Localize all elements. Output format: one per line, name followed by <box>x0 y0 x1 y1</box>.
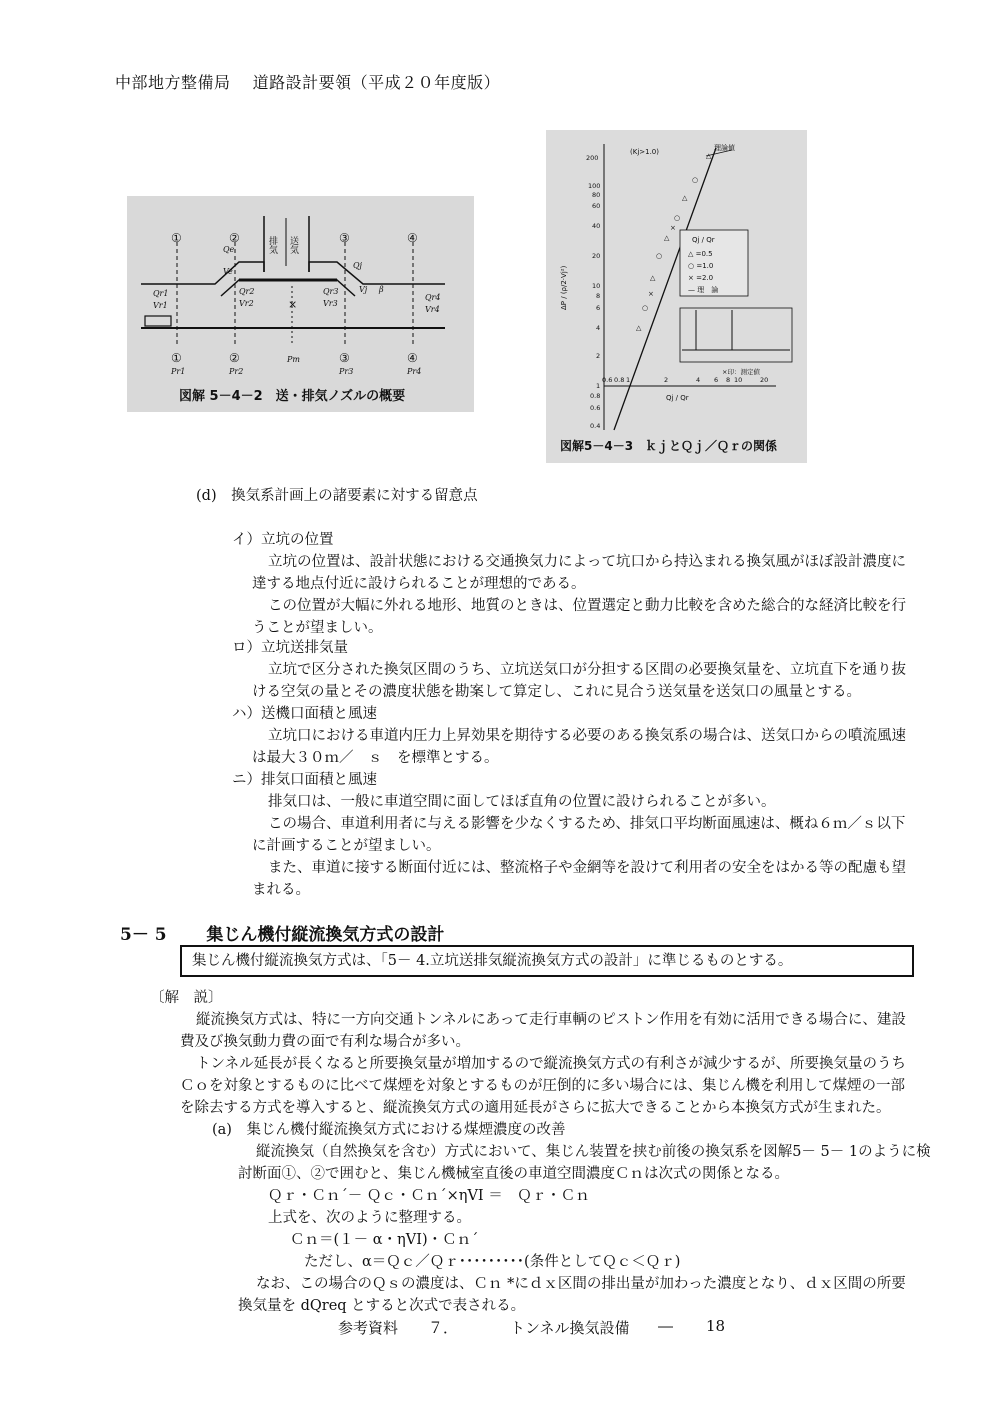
svg-text:4: 4 <box>696 376 701 384</box>
svg-text:△: △ <box>664 234 670 242</box>
svg-text:— 理 論: — 理 論 <box>688 286 719 294</box>
subsection-a-line: 縦流換気（自然換気を含む）方式において、集じん装置を挟む前後の換気系を図解5－ 5－ 1のように検 <box>256 1144 931 1160</box>
item-ro-line: ける空気の量とその濃度状態を勘案して算定し、これに見合う送気量を送気口の風量とする。 <box>252 684 861 700</box>
svg-text:△ =0.5: △ =0.5 <box>688 250 713 258</box>
section-5-5-heading <box>120 920 444 945</box>
closing-line: なお、この場合のＱｓの濃度は、Ｃｎ *にｄｘ区間の排出量が加わった濃度となり、ｄｘ区間の所要 <box>256 1276 906 1292</box>
svg-text:Qr4: Qr4 <box>425 293 441 302</box>
svg-text:×: × <box>648 290 654 298</box>
svg-text:β: β <box>379 285 384 294</box>
svg-text:Qj: Qj <box>353 261 363 270</box>
item-i-line: 立坑の位置は、設計状態における交通換気力によって坑口から持込まれる換気風がほぼ設計濃度に <box>268 554 906 570</box>
svg-text:△: △ <box>706 152 712 160</box>
item-ha-line: 立坑口における車道内圧力上昇効果を期待する必要のある換気系の場合は、送気口からの噴流風速 <box>268 728 906 744</box>
svg-text:Pr4: Pr4 <box>407 367 422 376</box>
svg-text:○: ○ <box>642 304 649 312</box>
svg-text:④: ④ <box>407 231 418 245</box>
summary-box: 集じん機付縦流換気方式は、「5－ 4.立坑送排気縦流換気方式の設計」に準じるものとする。 <box>180 945 914 977</box>
formula-1: Ｑｒ・Ｃｎ´－ Ｑｃ・Ｃｎ´×ηVI ＝ Ｑｒ・Ｃｎ <box>268 1188 590 1204</box>
svg-text:Pr3: Pr3 <box>339 367 354 376</box>
supply-label: 送気 <box>288 236 298 254</box>
svg-text:80: 80 <box>592 191 601 199</box>
page-header: 中部地方整備局 道路設計要領（平成２０年度版） <box>115 73 501 92</box>
svg-text:× =2.0: × =2.0 <box>688 274 714 282</box>
svg-text:Vr3: Vr3 <box>323 299 338 308</box>
svg-text:200: 200 <box>586 154 599 162</box>
svg-text:△: △ <box>636 324 642 332</box>
svg-text:○: ○ <box>674 214 681 222</box>
paragraph-line: Ｃｏを対象とするものに比べて煤煙を対象とするものが圧倒的に多い場合には、集じん機を利用して煤煙の一部 <box>180 1078 905 1094</box>
svg-text:②: ② <box>229 231 240 245</box>
svg-text:Qj / Qr: Qj / Qr <box>692 236 715 244</box>
vehicle-icon <box>145 316 171 326</box>
item-ni-line: 排気口は、一般に車道空間に面してほぼ直角の位置に設けられることが多い。 <box>268 794 776 810</box>
svg-text:○ =1.0: ○ =1.0 <box>688 262 714 270</box>
paragraph-line: 費及び換気動力費の面で有利な場合が多い。 <box>180 1034 470 1050</box>
item-ro-heading: ロ）立坑送排気量 <box>232 640 348 656</box>
item-ni-line: この場合、車道利用者に与える影響を少なくするため、排気口平均断面風速は、概ね６ｍ／ｓ以下 <box>268 816 906 832</box>
item-ha-heading: ハ）送機口面積と風速 <box>232 706 377 722</box>
svg-text:②: ② <box>229 351 240 365</box>
page-number: 18 <box>706 1317 726 1335</box>
svg-text:8: 8 <box>596 292 601 300</box>
svg-text:0.4: 0.4 <box>590 422 601 430</box>
svg-text:△: △ <box>650 274 656 282</box>
figure-kj-qj-qr <box>546 130 807 463</box>
paragraph-line: トンネル延長が長くなると所要換気量が増加するので縦流換気方式の有利さが減少するが、所要換気量のうち <box>196 1056 907 1072</box>
item-i-line: この位置が大幅に外れる地形、地質のときは、位置選定と動力比較を含めた総合的な経済比較を行 <box>268 598 906 614</box>
svg-text:Qe: Qe <box>223 245 235 254</box>
svg-text:0.6: 0.6 <box>602 376 613 384</box>
svg-text:60: 60 <box>592 202 601 210</box>
svg-text:Vr2: Vr2 <box>239 299 254 308</box>
kj-graph <box>546 130 807 463</box>
svg-text:Ve: Ve <box>223 267 233 276</box>
svg-text:6: 6 <box>714 376 719 384</box>
subsection-a-line: 討断面①、②で囲むと、集じん機械室直後の車道空間濃度Ｃｎは次式の関係となる。 <box>238 1166 789 1182</box>
svg-text:0.6: 0.6 <box>590 404 601 412</box>
svg-text:(Kj>1.0): (Kj>1.0) <box>630 148 659 156</box>
paragraph-line: 縦流換気方式は、特に一方向交通トンネルにあって走行車輌のピストン作用を有効に活用できる場合に、建設 <box>196 1012 906 1028</box>
svg-text:×: × <box>670 224 676 232</box>
paragraph-line: を除去する方式を導入すると、縦流換気方式の適用延長がさらに拡大できることから本換気方式が生まれた。 <box>180 1100 891 1116</box>
formula-3: ただし、α＝Ｑｃ／Ｑｒ･････････(条件としてＱｃ＜Ｑｒ) <box>304 1254 681 1270</box>
svg-text:Qr1: Qr1 <box>153 289 169 298</box>
svg-text:Pr2: Pr2 <box>229 367 244 376</box>
svg-text:Vr1: Vr1 <box>153 301 168 310</box>
svg-text:Qr3: Qr3 <box>323 287 339 296</box>
nozzle-diagram <box>127 196 474 412</box>
svg-text:③: ③ <box>339 351 350 365</box>
figure1-caption: 図解 5－4－2 送・排気ノズルの概要 <box>179 389 406 404</box>
footer-doc: 参考資料 ７． <box>338 1319 459 1337</box>
item-i-heading: イ）立坑の位置 <box>232 532 334 548</box>
svg-text:20: 20 <box>592 252 601 260</box>
svg-text:①: ① <box>171 351 182 365</box>
svg-text:×: × <box>288 298 298 311</box>
svg-text:1: 1 <box>626 376 631 384</box>
footer-title: トンネル換気設備 <box>510 1319 630 1337</box>
section-number: 5－ 5 <box>120 925 167 945</box>
item-ni-line: まれる。 <box>252 882 310 898</box>
svg-text:100: 100 <box>588 182 601 190</box>
formula-note: 上式を、次のように整理する。 <box>268 1210 471 1226</box>
svg-text:③: ③ <box>339 231 350 245</box>
svg-text:×印：測定値: ×印：測定値 <box>722 368 760 376</box>
svg-text:○: ○ <box>692 176 699 184</box>
svg-text:2: 2 <box>596 352 601 360</box>
svg-text:40: 40 <box>592 222 601 230</box>
item-ha-line: は最大３０ｍ／ ｓ を標準とする。 <box>252 750 499 766</box>
item-i-line: 達する地点付近に設けられることが理想的である。 <box>252 576 586 592</box>
section-d-title: (d) 換気系計画上の諸要素に対する留意点 <box>196 488 478 504</box>
closing-line: 換気量を dQreq とすると次式で表される。 <box>238 1298 526 1314</box>
svg-text:20: 20 <box>760 376 769 384</box>
svg-text:8: 8 <box>726 376 731 384</box>
svg-text:4: 4 <box>596 324 601 332</box>
svg-text:Vj: Vj <box>359 285 368 294</box>
item-ni-line: に計画することが望ましい。 <box>252 838 441 854</box>
svg-text:Qr2: Qr2 <box>239 287 255 296</box>
kaisetsu-heading: 〔解 説〕 <box>150 990 223 1006</box>
svg-text:Pm: Pm <box>287 355 300 364</box>
item-ni-heading: ニ）排気口面積と風速 <box>232 772 377 788</box>
item-ni-line: また、車道に接する断面付近には、整流格子や金網等を設けて利用者の安全をはかる等の配慮も望 <box>268 860 906 876</box>
subsection-a-title: (a) 集じん機付縦流換気方式における煤煙濃度の改善 <box>212 1122 566 1138</box>
formula-2: Ｃｎ＝(１－ α・ηVI)・Ｃｎ´ <box>290 1232 479 1248</box>
svg-text:6: 6 <box>596 304 601 312</box>
svg-text:10: 10 <box>592 282 601 290</box>
svg-text:理論値: 理論値 <box>714 144 735 152</box>
svg-text:0.8: 0.8 <box>590 392 601 400</box>
item-ro-line: 立坑で区分された換気区間のうち、立坑送気口が分担する区間の必要換気量を、立坑直下を通り抜 <box>268 662 906 678</box>
svg-text:ΔP / (ρ/2·Vj²): ΔP / (ρ/2·Vj²) <box>560 265 568 310</box>
svg-text:0.8: 0.8 <box>614 376 625 384</box>
svg-text:2: 2 <box>664 376 669 384</box>
svg-text:10: 10 <box>734 376 743 384</box>
svg-text:Pr1: Pr1 <box>171 367 186 376</box>
figure-nozzle-overview <box>127 196 474 412</box>
svg-text:1: 1 <box>596 382 601 390</box>
svg-text:Qj / Qr: Qj / Qr <box>666 394 689 402</box>
svg-text:Vr4: Vr4 <box>425 305 440 314</box>
svg-text:△: △ <box>682 194 688 202</box>
figure2-caption: 図解5－4－3 ｋｊとＱｊ／Ｑｒの関係 <box>560 439 778 453</box>
svg-text:①: ① <box>171 231 182 245</box>
svg-text:○: ○ <box>656 252 663 260</box>
footer-dash: ― <box>658 1317 673 1335</box>
item-i-line: うことが望ましい。 <box>252 620 383 636</box>
section-title: 集じん機付縦流換気方式の設計 <box>206 925 445 945</box>
exhaust-label: 排気 <box>267 236 277 254</box>
svg-text:④: ④ <box>407 351 418 365</box>
